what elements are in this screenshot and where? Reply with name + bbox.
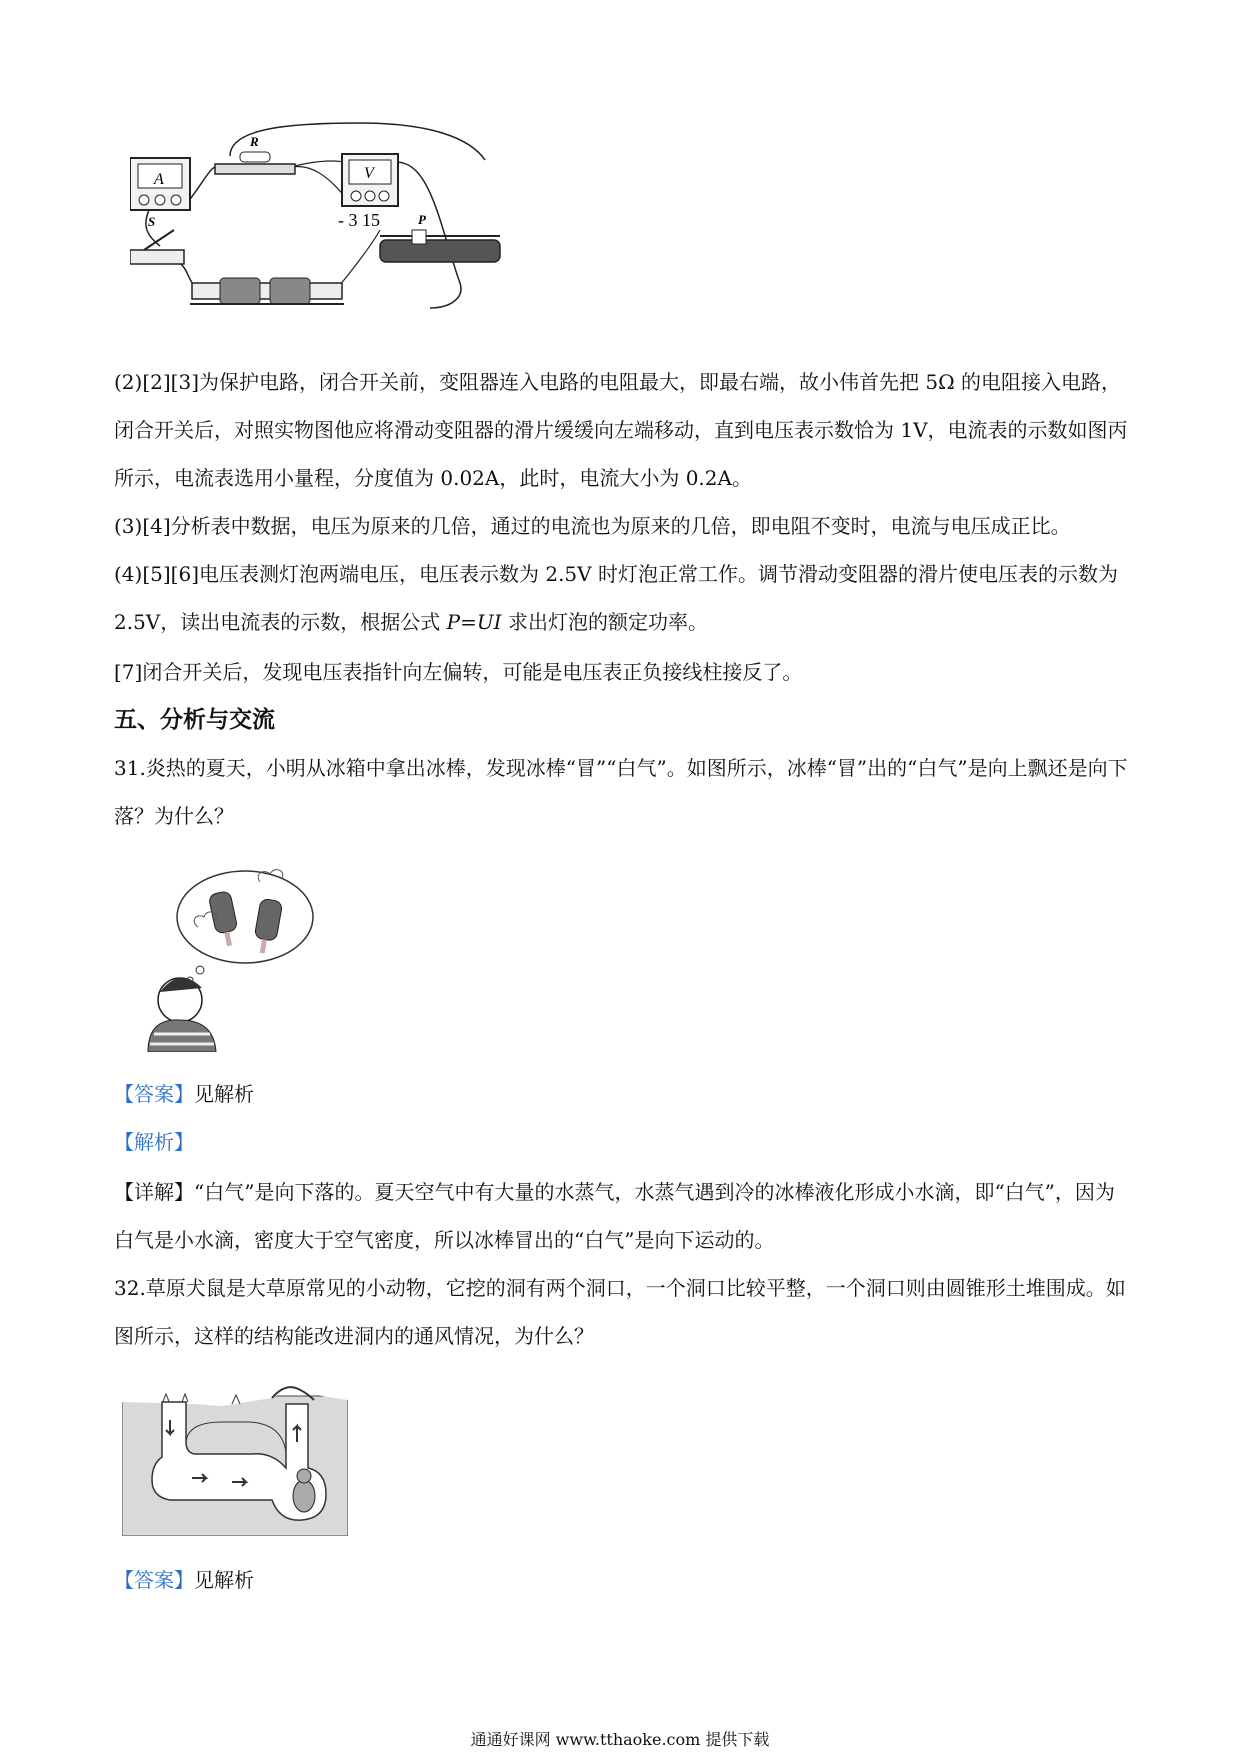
answer-text: 见解析 [194,1082,254,1106]
detail-text: “白气”是向下落的。夏天空气中有大量的水蒸气，水蒸气遇到冷的冰棒液化形成小水滴，即“白气”，因为白气是小水滴，密度大于空气密度，所以冰棒冒出的“白气”是向下运动的。 [114,1180,1115,1252]
burrow-figure [122,1382,348,1536]
section-title: 五、分析与交流 [114,707,275,733]
answer2-text: 见解析 [194,1568,254,1592]
answer-32 [114,1556,1130,1604]
ammeter-label: A [154,171,164,188]
paragraph-3: (3)[4]分析表中数据，电压为原来的几倍，通过的电流也为原来的几倍，即电阻不变时，电流与电压成正比。 [114,514,1071,538]
paragraph-4-suffix: 求出灯泡的额定功率。 [501,610,708,634]
switch-label: S [148,214,156,229]
answer2-tag: 【答案】 [114,1568,194,1592]
paragraph-4-prefix: (4)[5][6]电压表测灯泡两端电压，电压表示数为 2.5V 时灯泡正常工作。调节滑动变阻器的滑片使电压表的示数为 2.5V，读出电流表的示数，根据公式 [114,562,1118,634]
paragraph-4 [114,550,1130,646]
answer-tag: 【答案】 [114,1082,194,1106]
detail-31 [114,1168,1130,1264]
analysis-tag: 【解析】 [114,1130,194,1154]
answer-31 [114,1070,1130,1118]
voltmeter-label: V [364,165,374,182]
resistor-label: R [250,134,259,149]
paragraph-7: [7]闭合开关后，发现电压表指针向左偏转，可能是电压表正负接线柱接反了。 [114,660,803,684]
circuit-figure [130,118,520,338]
boy-popsicle-figure [140,862,320,1052]
question-31: 31.炎热的夏天，小明从冰箱中拿出冰棒，发现冰棒“冒”“白气”。如图所示，冰棒“冒”出的“白气”是向上飘还是向下落？为什么？ [114,756,1128,828]
detail-tag: 【详解】 [114,1180,194,1204]
paragraph-2: (2)[2][3]为保护电路，闭合开关前，变阻器连入电路的电阻最大，即最右端，故小伟首先把 5Ω 的电阻接入电路，闭合开关后，对照实物图他应将滑动变阻器的滑片缓缓向左端移动，直到电压表示数恰为 1V，电流表的示数如图丙所示，电流表选用小量程，分度值为 0.02A，此时，电流大小为 0.2A。 [114,370,1128,490]
question-32: 32.草原犬鼠是大草原常见的小动物，它挖的洞有两个洞口，一个洞口比较平整，一个洞口则由圆锥形土堆围成。如图所示，这样的结构能改进洞内的通风情况，为什么？ [114,1276,1126,1348]
voltmeter-scale: - 3 15 [338,210,380,230]
page-footer: 通通好课网 www.tthaoke.com 提供下载 [470,1730,770,1749]
slider-label: P [418,212,426,227]
formula: P=UI [446,610,502,634]
